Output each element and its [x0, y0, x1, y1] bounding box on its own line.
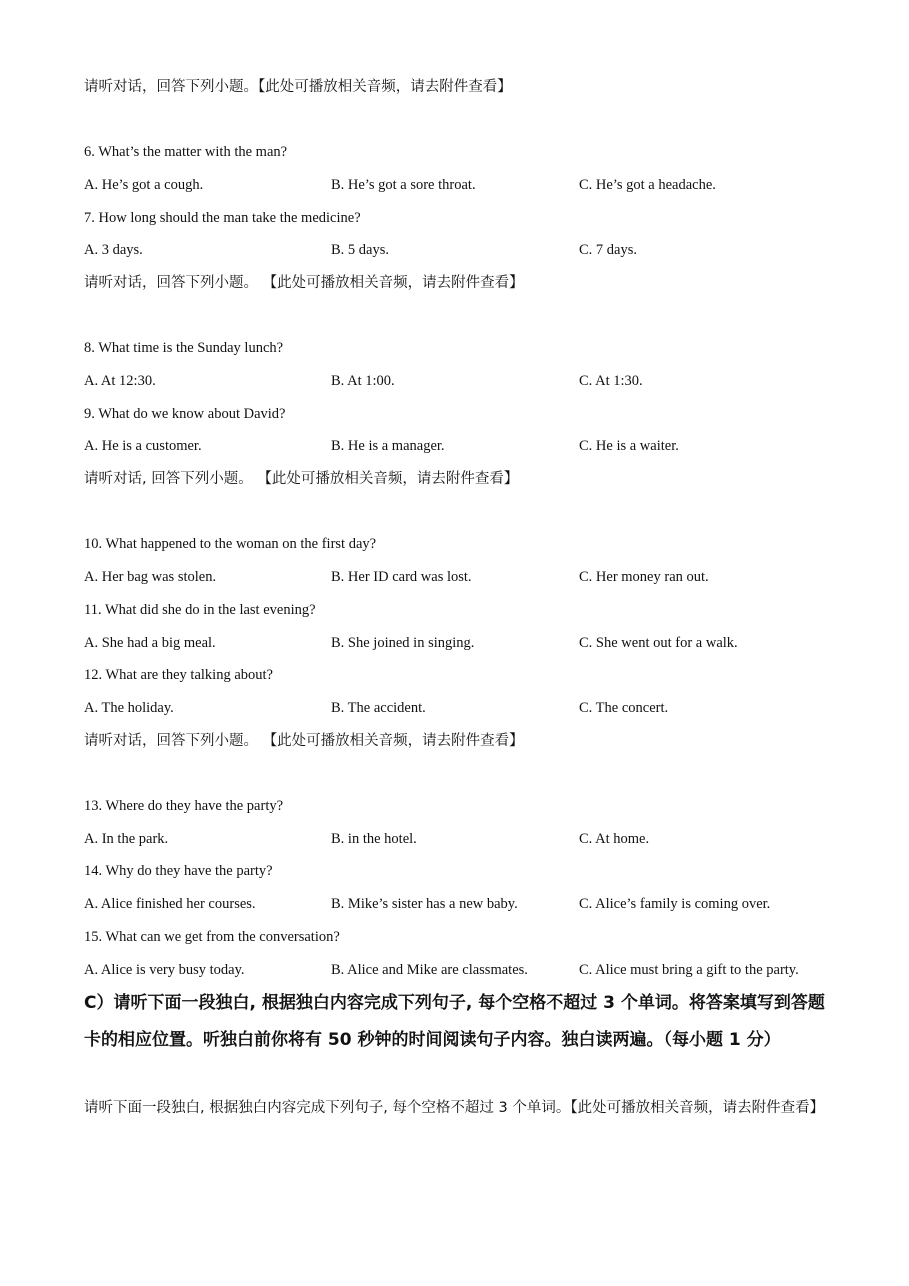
question-13-option-c: C. At home. [579, 831, 650, 847]
question-12-option-c: C. The concert. [579, 700, 669, 716]
question-15-option-a: A. Alice is very busy today. [84, 962, 245, 978]
question-9-option-b: B. He is a manager. [331, 438, 445, 454]
question-13-option-b: B. in the hotel. [331, 831, 417, 847]
question-14-option-a: A. Alice finished her courses. [84, 896, 256, 912]
question-6-option-a: A. He’s got a cough. [84, 177, 204, 193]
question-11-option-b: B. She joined in singing. [331, 635, 475, 651]
question-7-option-a: A. 3 days. [84, 242, 143, 258]
question-11: 11. What did she do in the last evening? [84, 602, 316, 618]
question-6-option-c: C. He’s got a headache. [579, 177, 716, 193]
question-13: 13. Where do they have the party? [84, 798, 284, 814]
question-12-option-b: B. The accident. [331, 700, 426, 716]
section-c-heading: C）请听下面一段独白, 根据独白内容完成下列句子, 每个空格不超过 3 个单词。将答案填写到答题卡的相应位置。听独白前你将有 50 秒钟的时间阅读句子内容。独白读两遍。（每小题 1 分） [84, 993, 825, 1050]
question-10-option-a: A. Her bag was stolen. [84, 569, 217, 585]
section-c-instruction: 请听下面一段独白, 根据独白内容完成下列句子, 每个空格不超过 3 个单词。【此处可播放相关音频，请去附件查看】 [84, 1100, 825, 1116]
question-10-option-c: C. Her money ran out. [579, 569, 709, 585]
question-13-option-a: A. In the park. [84, 831, 169, 847]
question-14-option-b: B. Mike’s sister has a new baby. [331, 896, 518, 912]
question-8-option-a: A. At 12:30. [84, 373, 156, 389]
listening-instruction-1: 请听对话，回答下列小题。【此处可播放相关音频，请去附件查看】 [84, 79, 512, 95]
question-7: 7. How long should the man take the medicine? [84, 210, 361, 226]
question-8-option-c: C. At 1:30. [579, 373, 643, 389]
question-11-option-c: C. She went out for a walk. [579, 635, 738, 651]
question-11-option-a: A. She had a big meal. [84, 635, 216, 651]
question-9-option-c: C. He is a waiter. [579, 438, 679, 454]
question-15: 15. What can we get from the conversation? [84, 929, 340, 945]
listening-instruction-2: 请听对话，回答下列小题。 【此处可播放相关音频，请去附件查看】 [84, 275, 524, 291]
question-15-option-c: C. Alice must bring a gift to the party. [579, 962, 799, 978]
listening-instruction-4: 请听对话，回答下列小题。 【此处可播放相关音频，请去附件查看】 [84, 733, 524, 749]
question-12-option-a: A. The holiday. [84, 700, 174, 716]
listening-instruction-3: 请听对话, 回答下列小题。 【此处可播放相关音频，请去附件查看】 [84, 471, 519, 487]
question-10-option-b: B. Her ID card was lost. [331, 569, 472, 585]
question-7-option-c: C. 7 days. [579, 242, 637, 258]
question-6-option-b: B. He’s got a sore throat. [331, 177, 476, 193]
question-7-option-b: B. 5 days. [331, 242, 389, 258]
question-6: 6. What’s the matter with the man? [84, 144, 288, 160]
question-15-option-b: B. Alice and Mike are classmates. [331, 962, 528, 978]
question-9-option-a: A. He is a customer. [84, 438, 202, 454]
question-10: 10. What happened to the woman on the first day? [84, 536, 377, 552]
question-12: 12. What are they talking about? [84, 667, 273, 683]
question-8-option-b: B. At 1:00. [331, 373, 395, 389]
question-8: 8. What time is the Sunday lunch? [84, 340, 284, 356]
question-14-option-c: C. Alice’s family is coming over. [579, 896, 771, 912]
question-9: 9. What do we know about David? [84, 406, 286, 422]
question-14: 14. Why do they have the party? [84, 863, 273, 879]
